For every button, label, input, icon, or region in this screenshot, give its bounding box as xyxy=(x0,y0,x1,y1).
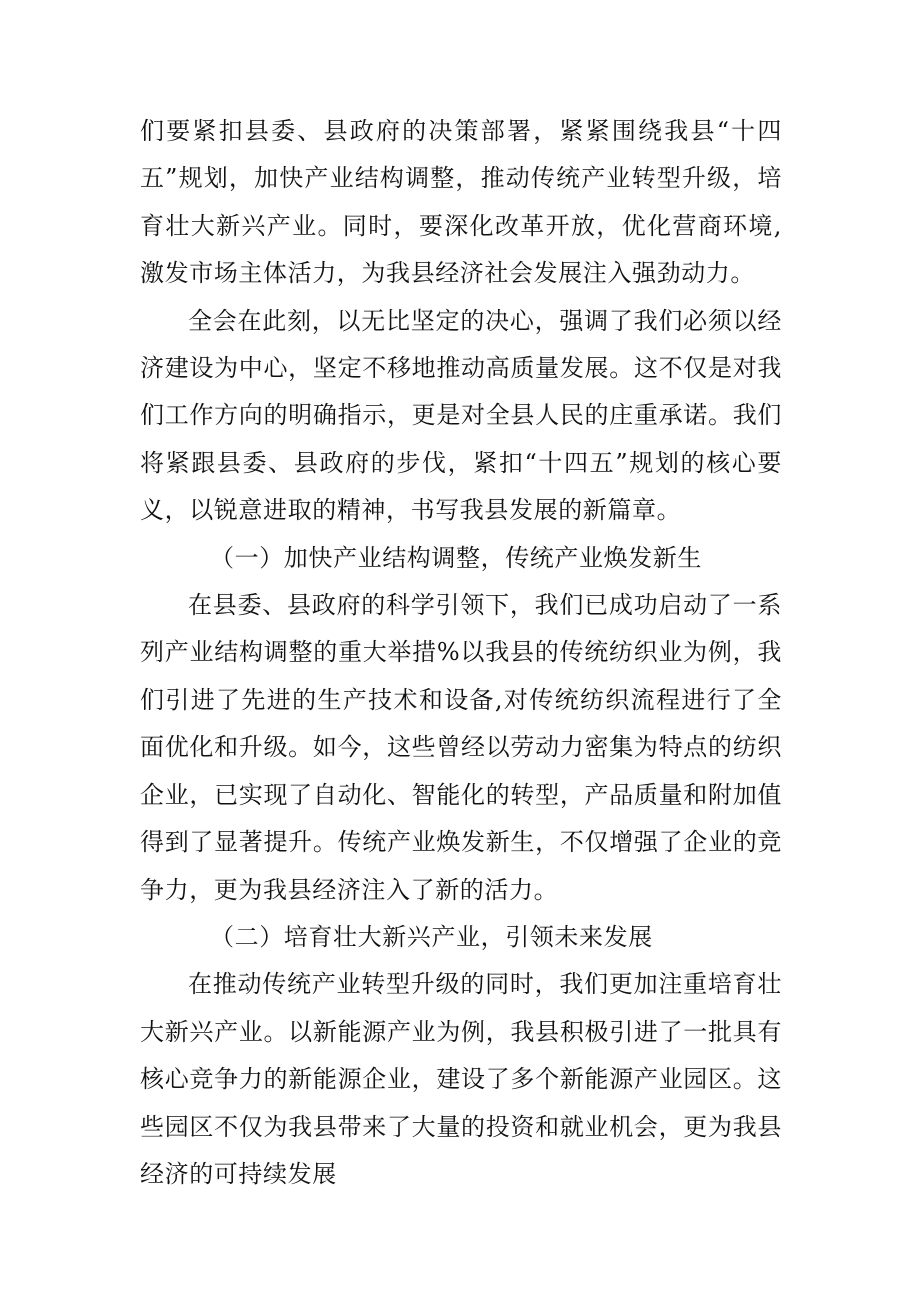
section-heading-2: （二）培育壮大新兴产业，引领未来发展 xyxy=(210,922,653,951)
section-heading-1: （一）加快产业结构调整，传统产业焕发新生 xyxy=(210,543,702,572)
paragraph-traditional-industry: 在县委、县政府的科学引领下，我们已成功启动了一系列产业结构调整的重大举措%以我县的传统纺织业为例，我们引进了先进的生产技术和设备,对传统纺织流程进行了全面优化和升级。如今，这些曾经以劳动力密集为特点的纺织企业，已实现了自动化、智能化的转型，产品质量和附加值得到了显著提升。传统产业焕发新生，不仅增强了企业的竞争力，更为我县经济注入了新的活力。 xyxy=(140,591,782,904)
document-body xyxy=(140,108,782,1198)
paragraph-continuation: 们要紧扣县委、县政府的决策部署，紧紧围绕我县“十四五”规划，加快产业结构调整，推动传统产业转型升级，培育壮大新兴产业。同时，要深化改革开放，优化营商环境,激发市场主体活力，为我县经济社会发展注入强劲动力。 xyxy=(140,117,782,288)
paragraph-plenum: 全会在此刻，以无比坚定的决心，强调了我们必须以经济建设为中心，坚定不移地推动高质量发展。这不仅是对我们工作方向的明确指示，更是对全县人民的庄重承诺。我们将紧跟县委、县政府的步伐，紧扣“十四五”规划的核心要义，以锐意进取的精神，书写我县发展的新篇章。 xyxy=(140,306,782,525)
paragraph-emerging-industry: 在推动传统产业转型升级的同时，我们更加注重培育壮大新兴产业。以新能源产业为例，我县积极引进了一批具有核心竞争力的新能源企业，建设了多个新能源产业园区。这些园区不仅为我县带来了大量的投资和就业机会，更为我县经济的可持续发展 xyxy=(140,970,782,1188)
